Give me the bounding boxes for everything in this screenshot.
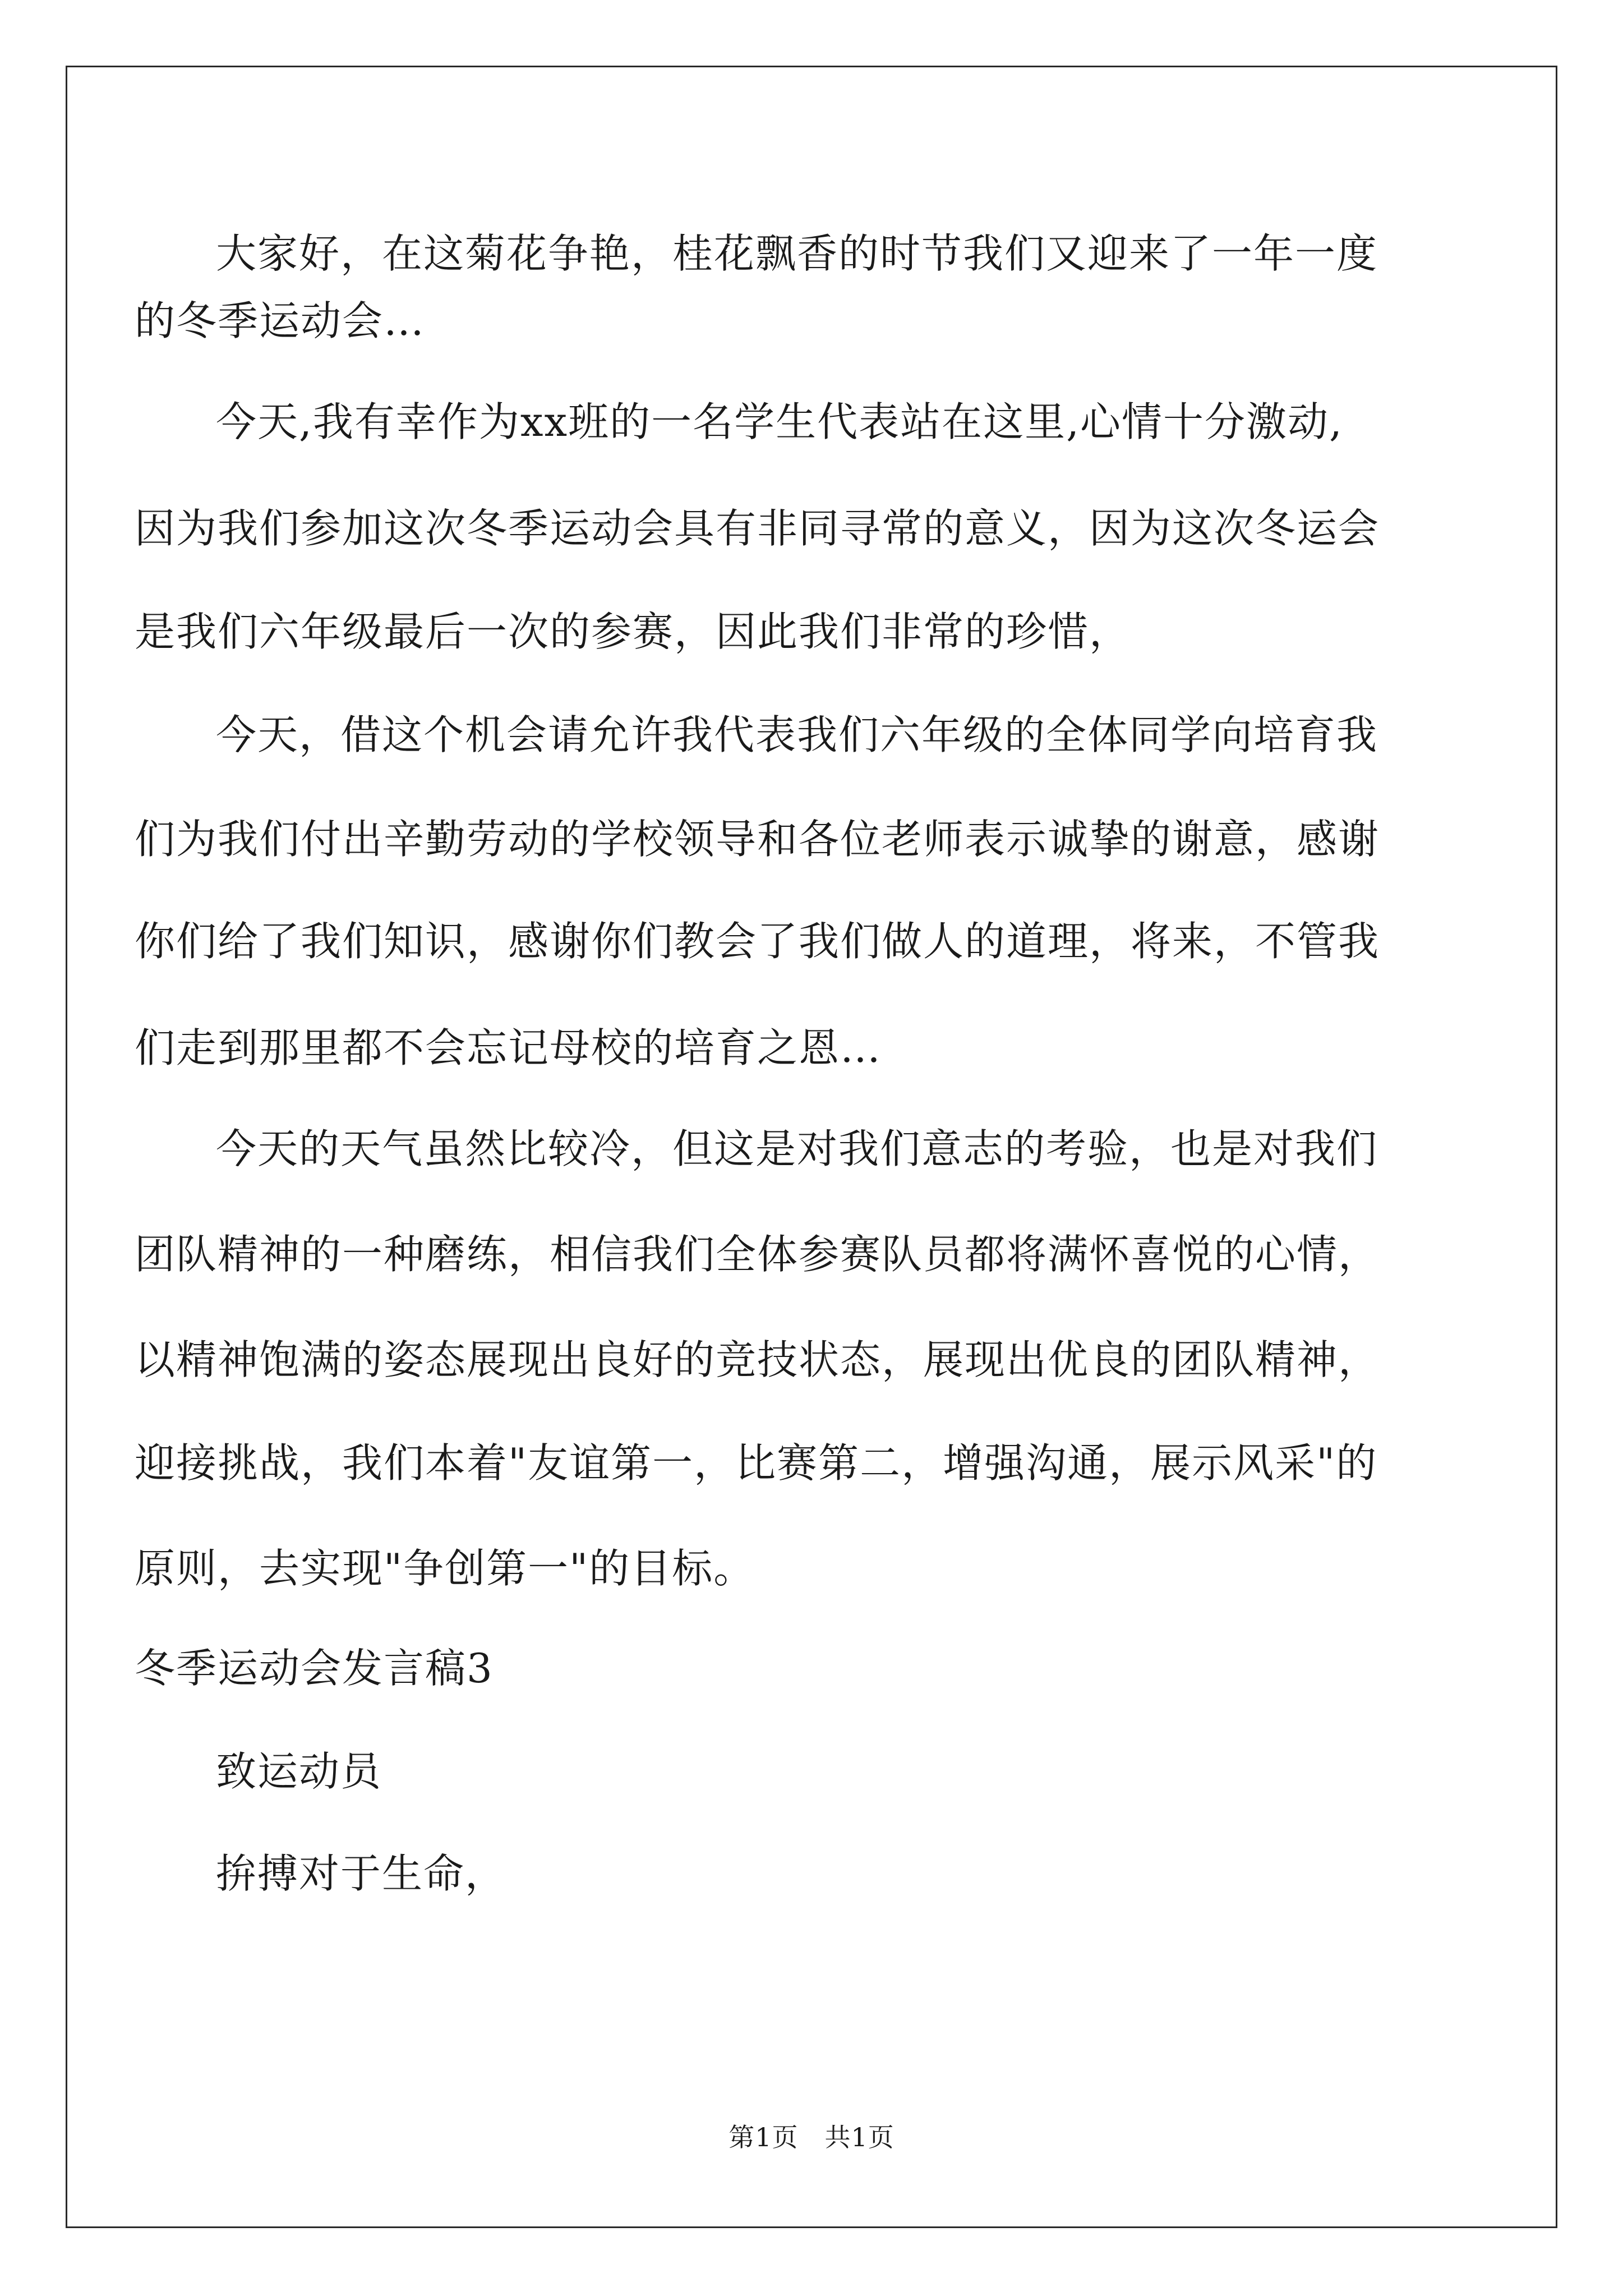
paragraph-3-line-2: 们为我们付出辛勤劳动的学校领导和各位老师表示诚挚的谢意，感谢	[135, 816, 1380, 863]
paragraph-3-line-1: 今天，借这个机会请允许我代表我们六年级的全体同学向培育我	[216, 711, 1378, 758]
paragraph-3-line-4: 们走到那里都不会忘记母校的培育之恩…	[135, 1024, 882, 1071]
page-number-footer: 第1页 共1页	[728, 2122, 895, 2152]
paragraph-2-line-1: 今天,我有幸作为xx班的一名学生代表站在这里,心情十分激动,	[216, 398, 1343, 445]
paragraph-2-line-3: 是我们六年级最后一次的参赛，因此我们非常的珍惜，	[135, 608, 1131, 655]
salutation-line: 致运动员	[216, 1748, 382, 1795]
paragraph-1-line-2: 的冬季运动会…	[135, 297, 426, 344]
paragraph-4-line-4: 迎接挑战，我们本着"友谊第一，比赛第二，增强沟通，展示风采"的	[135, 1439, 1378, 1487]
paragraph-2-line-2: 因为我们参加这次冬季运动会具有非同寻常的意义，因为这次冬运会	[135, 505, 1380, 552]
paragraph-4-line-3: 以精神饱满的姿态展现出良好的竞技状态，展现出优良的团队精神，	[135, 1336, 1380, 1383]
poem-line-1: 拚搏对于生命，	[216, 1850, 507, 1897]
paragraph-4-line-2: 团队精神的一种磨练，相信我们全体参赛队员都将满怀喜悦的心情，	[135, 1231, 1380, 1278]
paragraph-3-line-3: 你们给了我们知识，感谢你们教会了我们做人的道理，将来，不管我	[135, 918, 1380, 965]
section-heading: 冬季运动会发言稿3	[135, 1645, 494, 1692]
paragraph-4-line-5: 原则，去实现"争创第一"的目标。	[135, 1545, 755, 1592]
paragraph-4-line-1: 今天的天气虽然比较冷，但这是对我们意志的考验，也是对我们	[216, 1125, 1378, 1172]
paragraph-1-line-1: 大家好，在这菊花争艳，桂花飘香的时节我们又迎来了一年一度	[216, 230, 1378, 277]
